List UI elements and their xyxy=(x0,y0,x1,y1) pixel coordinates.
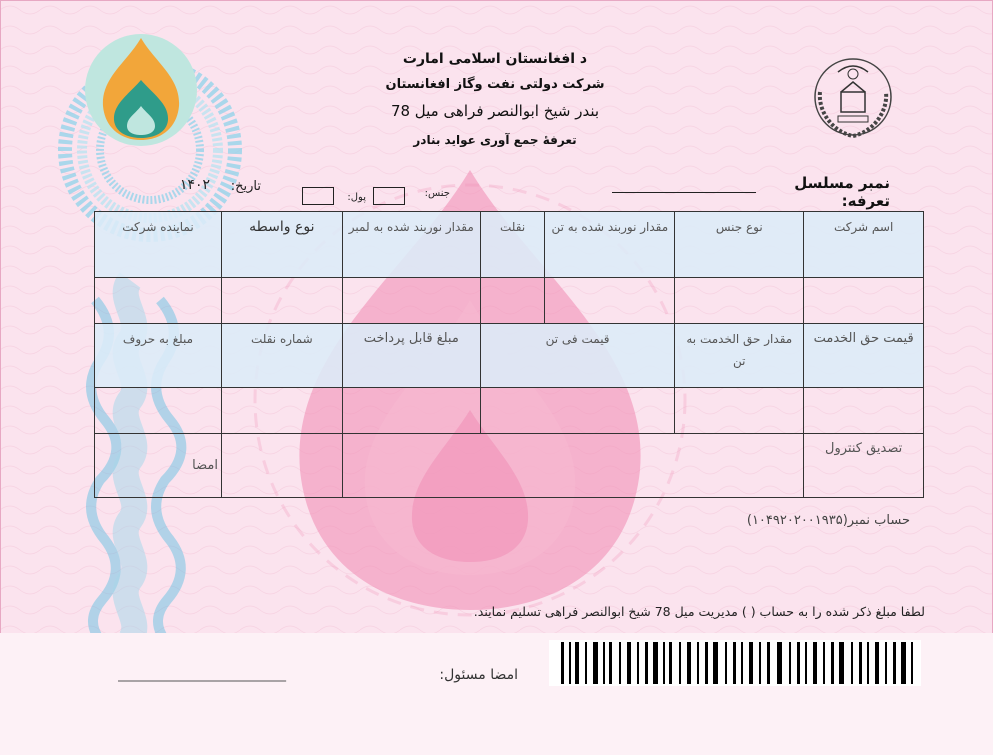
header-waybill: نقلت xyxy=(480,212,544,278)
cell-company-name[interactable] xyxy=(804,278,924,324)
cell-price-per-ton[interactable] xyxy=(480,388,674,434)
signature-label: امضا xyxy=(95,434,222,498)
date-value[interactable]: ۱۴۰۲ xyxy=(179,177,210,193)
serial-field[interactable] xyxy=(612,192,756,193)
cell-service-amount[interactable] xyxy=(675,388,804,434)
money-checkbox[interactable] xyxy=(302,187,334,205)
header-weight-number: مقدار نوربند شده به لمبر xyxy=(342,212,480,278)
responsible-signature-label: امضا مسئول: xyxy=(439,667,518,683)
header-company-name: اسم شرکت xyxy=(804,212,924,278)
flame-logo-icon xyxy=(83,32,199,148)
cell-company-rep[interactable] xyxy=(95,278,222,324)
cell-service-fee[interactable] xyxy=(804,388,924,434)
date-label: تاریخ: xyxy=(230,179,261,194)
header-company-rep: نماینده شرکت xyxy=(95,212,222,278)
money-label: پول: xyxy=(347,192,366,203)
type-checkbox[interactable] xyxy=(373,187,405,205)
header-vehicle-type: نوع واسطه xyxy=(221,212,342,278)
header-price-per-ton: قیمت فی تن xyxy=(480,324,674,388)
cell-waybill[interactable] xyxy=(480,278,544,324)
header-weight-ton: مقدار نوربند شده به تن xyxy=(545,212,675,278)
responsible-signature-line[interactable]: ________________________ xyxy=(118,666,286,682)
header-goods-type: نوع جنس xyxy=(675,212,804,278)
emirate-emblem-icon xyxy=(808,52,898,142)
cell-amount-words[interactable] xyxy=(95,388,222,434)
cell-waybill-number[interactable] xyxy=(221,388,342,434)
cell-control-verification[interactable] xyxy=(342,434,804,498)
cell-goods-type[interactable] xyxy=(675,278,804,324)
header-amount-words: مبلغ به حروف xyxy=(95,324,222,388)
cell-vehicle-type[interactable] xyxy=(221,278,342,324)
type-label: جنس: xyxy=(424,188,450,199)
header-waybill-number: شماره نقلت xyxy=(221,324,342,388)
cell-weight-ton[interactable] xyxy=(545,278,675,324)
header-service-amount: مقدار حق الخدمت به تن xyxy=(675,324,804,388)
account-number: حساب نمبر(۱۰۴۹۲۰۲۰۰۱۹۳۵) xyxy=(746,513,910,528)
company-title: شرکت دولتی نفت وگاز افغانستان xyxy=(385,77,605,92)
cell-signature-area[interactable] xyxy=(221,434,342,498)
control-verification-label: تصدیق کنترول xyxy=(804,434,924,498)
form-title: تعرفهٔ جمع آوری عواید بنادر xyxy=(413,133,577,147)
cell-payable-amount[interactable] xyxy=(342,388,480,434)
port-title: بندر شیخ ابوالنصر فراهی میل 78 xyxy=(390,102,600,120)
cell-weight-number[interactable] xyxy=(342,278,480,324)
serial-label: نمبر مسلسل تعرفه: xyxy=(794,174,890,210)
header-payable-amount: مبلغ قابل پرداخت xyxy=(342,324,480,388)
tariff-table xyxy=(94,211,924,498)
barcode xyxy=(549,640,921,686)
emirate-title: د افغانستان اسلامی امارت xyxy=(402,51,588,67)
header-service-fee: قیمت حق الخدمت xyxy=(804,324,924,388)
payment-instruction: لطفا مبلغ ذکر شده را به حساب ( ) مدیریت میل 78 شیخ ابوالنصر فراهی تسلیم نمایند. xyxy=(473,604,925,619)
